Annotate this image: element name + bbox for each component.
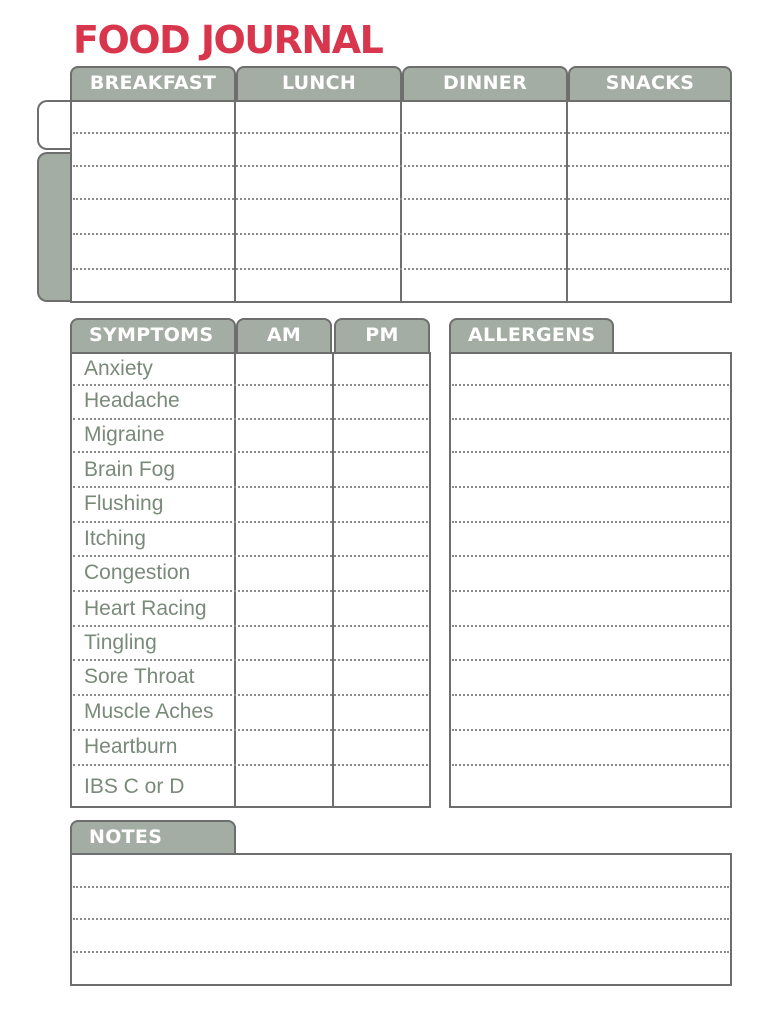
symptom-dotted-line [73,384,428,386]
tab-symptoms: SYMPTOMS [70,318,236,352]
allergen-dotted-line [452,451,729,453]
allergen-dotted-line [452,418,729,420]
symptom-label: Tingling [84,631,157,654]
side-tab-blank [37,100,72,150]
symptom-label: Brain Fog [84,458,176,481]
notes-dotted-line [73,918,729,920]
side-tab-filled [37,152,72,302]
symptom-dotted-line [73,555,428,557]
symptom-label: IBS C or D [84,775,185,798]
allergen-dotted-line [452,590,729,592]
symptoms-divider [234,352,236,808]
symptoms-divider [332,352,334,808]
symptom-dotted-line [73,729,428,731]
symptom-label: Headache [84,389,180,412]
symptom-dotted-line [73,486,428,488]
symptom-label: Itching [84,527,146,550]
meal-dotted-line [73,268,729,270]
symptom-dotted-line [73,418,428,420]
meal-divider [400,100,402,303]
tab-pm: PM [334,318,430,352]
symptom-label: Muscle Aches [84,700,214,723]
symptom-dotted-line [73,451,428,453]
symptom-dotted-line [73,764,428,766]
symptom-label: Congestion [84,561,191,584]
allergen-dotted-line [452,625,729,627]
tab-lunch: LUNCH [236,66,402,100]
allergen-dotted-line [452,384,729,386]
allergen-dotted-line [452,694,729,696]
symptom-dotted-line [73,625,428,627]
page-title: FOOD JOURNAL [73,18,383,62]
tab-snacks: SNACKS [568,66,732,100]
allergen-dotted-line [452,764,729,766]
symptom-label: Heart Racing [84,597,207,620]
symptom-label: Flushing [84,492,164,515]
meal-divider [234,100,236,303]
notes-dotted-line [73,886,729,888]
allergen-dotted-line [452,521,729,523]
notes-dotted-line [73,951,729,953]
meal-dotted-line [73,132,729,134]
tab-notes: NOTES [70,820,236,854]
symptom-dotted-line [73,694,428,696]
meal-divider [566,100,568,303]
meal-dotted-line [73,165,729,167]
meal-dotted-line [73,233,729,235]
symptom-dotted-line [73,590,428,592]
allergen-dotted-line [452,729,729,731]
symptom-label: Heartburn [84,735,178,758]
symptom-dotted-line [73,659,428,661]
symptom-label: Anxiety [84,357,153,380]
symptom-dotted-line [73,521,428,523]
allergen-dotted-line [452,486,729,488]
allergen-dotted-line [452,555,729,557]
tab-dinner: DINNER [402,66,568,100]
allergens-box [449,352,732,808]
meal-dotted-line [73,198,729,200]
tab-breakfast: BREAKFAST [70,66,236,100]
tab-allergens: ALLERGENS [449,318,614,352]
symptom-label: Sore Throat [84,665,195,688]
allergen-dotted-line [452,659,729,661]
tab-am: AM [236,318,332,352]
symptom-label: Migraine [84,423,165,446]
